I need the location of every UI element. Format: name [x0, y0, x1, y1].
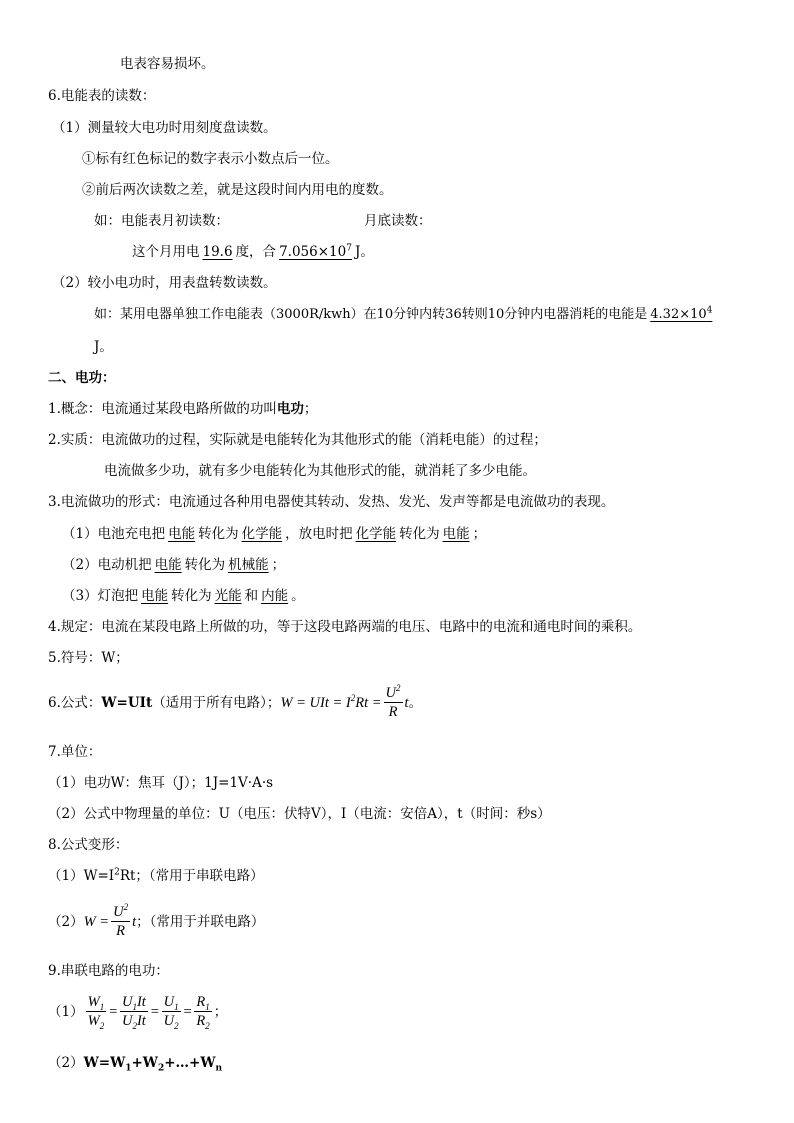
- section-heading: 二、电功：: [48, 370, 116, 386]
- text-line: $(1)W=I^2Rt$；（常用于串联电路）: [48, 867, 264, 884]
- text-line: 4.规定：电流在某段电路上所做的功，等于这段电路两端的电压、电路中的电流和通电时间的乘积。: [48, 619, 642, 635]
- text-line: 1.概念：电流通过某段电路所做的功叫电功；: [48, 401, 318, 417]
- text-line: 3.电流做功的形式：电流通过各种用电器使其转动、发热、发光、发声等都是电流做功的表现。: [48, 494, 615, 510]
- example-line: [94, 306, 715, 324]
- fraction: $\frac{U_1}{U_2}$: [163, 994, 179, 1031]
- text-line: 5.符号：W；: [48, 650, 129, 666]
- formula: W = UIt = $I^2Rt$ =: [280, 692, 382, 711]
- blank-answer: $4.32\times 10^4$: [650, 305, 713, 322]
- blank-answer: 电能: [168, 526, 196, 542]
- section-heading: 7.单位：: [48, 744, 102, 760]
- example-label: 如：电能表月初读数：: [94, 213, 229, 229]
- text-line: （1）电池充电把 电能 转化为 化学能 ，放电时把 化学能 转化为 电能 ；: [62, 526, 487, 542]
- blank-answer: 光能: [214, 588, 242, 604]
- text: 如：某用电器单独工作电能表（3000R/kwh）在10分钟内转36转则10分钟内电器消耗的电能是: [94, 307, 648, 322]
- formula-line: $(2)W=W_1+W_2+\dots+W_n$: [48, 1055, 223, 1074]
- section-heading: 9.串联电路的电功：: [48, 963, 169, 979]
- text: 度，合: [235, 244, 277, 260]
- text-line: J。: [94, 339, 113, 355]
- text: 这个月用电: [132, 244, 200, 260]
- text-line: （2）较小电功时，用表盘转数读数。: [52, 275, 277, 291]
- section-heading: 6.电能表的读数：: [48, 88, 156, 104]
- blank-answer: 电能: [154, 557, 182, 573]
- blank-answer: $7.056\times 10^7$: [279, 243, 352, 260]
- fraction: $\frac{R_1}{R_2}$: [196, 994, 210, 1031]
- example-answer-line: [132, 243, 374, 261]
- text-line: （3）灯泡把 电能 转化为 光能 和 内能 。: [62, 588, 305, 604]
- example-label: 月底读数：: [364, 213, 432, 229]
- text-line: （2）公式中物理量的单位：U（电压：伏特V），I（电流：安倍A），t（时间：秒s）: [48, 806, 551, 822]
- text: J。: [354, 244, 374, 260]
- fraction: $\frac{U^2}{R}$: [113, 902, 129, 939]
- blank-answer: 19.6: [202, 244, 233, 260]
- blank-answer: 化学能: [241, 526, 283, 542]
- formula-bold: W=UIt: [101, 694, 153, 711]
- text-line: （2）电动机把 电能 转化为 机械能 ；: [62, 557, 286, 573]
- blank-answer: 电能: [442, 526, 470, 542]
- formula-line: （1） $\frac{W_1}{W_2}$ = $\frac{U_1It}{U_2It}$ = $\frac{U_1}{U_2}$ = $\frac{R_1}{R_2}$ ；: [48, 994, 228, 1031]
- formula-bold: $W=W_1+W_2+\dots+W_n$: [83, 1055, 223, 1074]
- text-line: 电表容易损坏。: [120, 56, 215, 72]
- blank-answer: 机械能: [228, 557, 269, 573]
- formula-line: （2） W = $\frac{U^2}{R}$ t ；（常用于并联电路）: [48, 902, 265, 939]
- section-heading: 8.公式变形：: [48, 837, 129, 853]
- formula-line: 6.公式： W=UIt （适用于所有电路）； W = UIt = $I^2Rt$ = $\frac{U^2}{R}$ t 。: [48, 683, 423, 720]
- text-line: （1）测量较大电功时用刻度盘读数。: [52, 120, 277, 136]
- blank-answer: 电能: [141, 588, 169, 604]
- keyword: 电功: [276, 401, 304, 417]
- text-line: ①标有红色标记的数字表示小数点后一位。: [82, 151, 339, 167]
- text-line: ②前后两次读数之差，就是这段时间内用电的度数。: [82, 182, 393, 198]
- fraction: $\frac{W_1}{W_2}$: [87, 994, 105, 1031]
- fraction: $\frac{U^2}{R}$: [385, 683, 401, 720]
- text-line: （1）电功W：焦耳（J）；1J=1V·A·s: [48, 775, 274, 791]
- blank-answer: 内能: [261, 588, 289, 604]
- blank-answer: 化学能: [355, 526, 397, 542]
- text-line: 电流做多少功，就有多少电能转化为其他形式的能，就消耗了多少电能。: [104, 463, 536, 479]
- text-line: 2.实质：电流做功的过程，实际就是电能转化为其他形式的能（消耗电能）的过程；: [48, 432, 547, 448]
- fraction: $\frac{U_1It}{U_2It}$: [121, 994, 146, 1031]
